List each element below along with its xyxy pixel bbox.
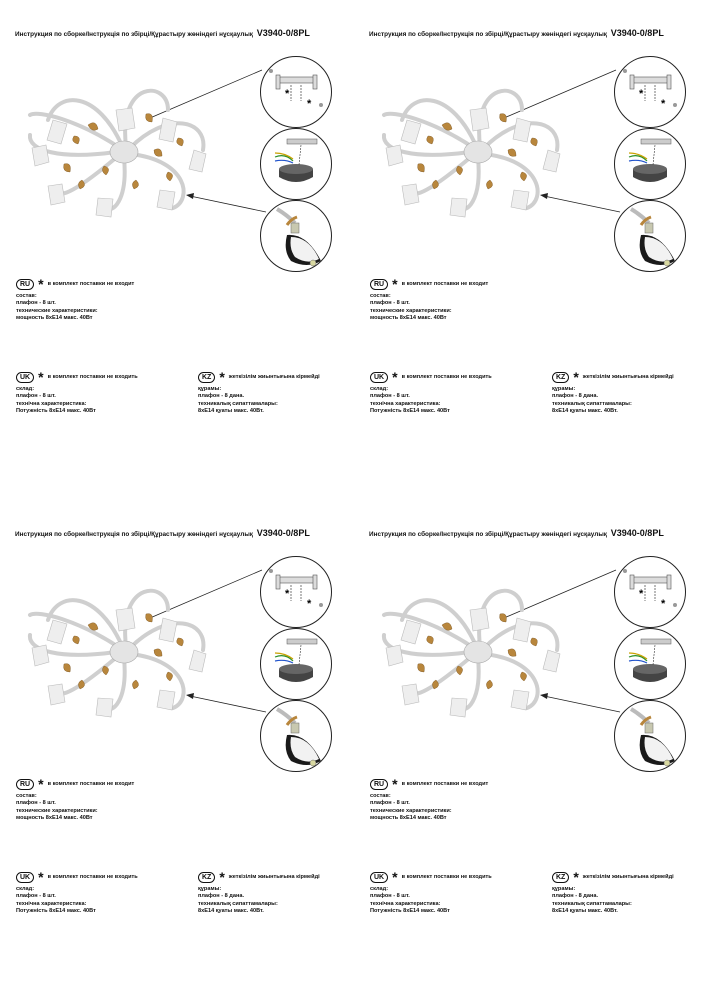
star-asterisk-icon: * [38,369,44,385]
ru-note: в комплект поставки не входит [401,280,489,287]
uk-spec-line: Потужність 8хЕ14 макс. 40Вт [16,407,96,414]
star-asterisk-icon: * [219,869,225,885]
wiring-canopy-icon [615,629,685,699]
chandelier-illustration [372,80,587,230]
uk-note: в комплект поставки не входить [401,873,492,880]
kz-spec-line: техникалық сипаттамалары: [552,900,632,907]
uk-spec-line: плафон - 8 шт. [370,893,410,900]
wiring-canopy-detail [614,128,686,200]
shade-socket-icon [261,701,331,771]
ru-badge: RU [16,779,34,790]
uk-spec-block [370,869,492,915]
shade-socket-detail [614,200,686,272]
kz-spec-line: плафон - 8 дана. [198,393,245,400]
title-text: Инструкция по сборке/Інструкція по збірці/Құрастыру жөніндегі нұсқаулық [369,531,607,538]
uk-badge: UK [370,872,388,883]
chandelier-illustration [18,580,233,730]
title-text: Инструкция по сборке/Інструкція по збірці/Құрастыру жөніндегі нұсқаулық [15,31,253,38]
star-asterisk-icon: * [38,869,44,885]
shade-socket-icon [615,201,685,271]
uk-spec-line: плафон - 8 шт. [16,393,56,400]
wiring-canopy-detail [260,128,332,200]
kz-note: жеткізілім жиынтығына кірмейді [582,373,674,380]
chandelier-illustration [18,80,233,230]
ru-spec-line: мощность 8хЕ14 макс. 40Вт [16,314,93,321]
ru-spec-line: технические характеристики: [370,307,452,314]
star-asterisk-icon: * [38,776,44,792]
kz-badge: KZ [552,872,569,883]
shade-socket-icon [615,701,685,771]
star-asterisk-icon: * [219,369,225,385]
ru-spec-line: плафон - 8 шт. [16,800,56,807]
uk-spec-block [370,369,492,415]
kz-spec-line: 8хЕ14 қуаты макс. 40Вт. [552,907,618,914]
kz-spec-line: құрамы: [552,886,576,892]
ru-spec-block [370,776,489,822]
kz-spec-line: құрамы: [198,386,222,392]
uk-badge: UK [16,372,34,383]
uk-spec-line: Потужність 8хЕ14 макс. 40Вт [370,407,450,414]
wiring-canopy-icon [615,129,685,199]
ru-spec-block [16,276,135,322]
svg-text:*: * [285,588,290,600]
mounting-bracket-icon [261,557,331,627]
kz-spec-block [198,869,320,915]
ru-badge: RU [370,279,388,290]
star-asterisk-icon: * [573,369,579,385]
svg-text:*: * [307,98,312,110]
kz-spec-line: 8хЕ14 қуаты макс. 40Вт. [552,407,618,414]
ru-note: в комплект поставки не входит [47,280,135,287]
chandelier-illustration [372,580,587,730]
kz-spec-line: плафон - 8 дана. [552,393,599,400]
kz-badge: KZ [552,372,569,383]
mounting-bracket-icon [615,57,685,127]
kz-note: жеткізілім жиынтығына кірмейді [228,373,320,380]
uk-spec-line: Потужність 8хЕ14 макс. 40Вт [16,907,96,914]
kz-spec-line: құрамы: [198,886,222,892]
instruction-sheet [0,0,353,500]
kz-spec-line: плафон - 8 дана. [198,893,245,900]
uk-spec-block [16,869,138,915]
ru-note: в комплект поставки не входит [47,780,135,787]
ru-note: в комплект поставки не входит [401,780,489,787]
shade-socket-detail [614,700,686,772]
kz-spec-line: 8хЕ14 қуаты макс. 40Вт. [198,907,264,914]
star-asterisk-icon: * [38,276,44,292]
ru-spec-block [16,776,135,822]
uk-spec-line: склад: [370,386,389,392]
kz-note: жеткізілім жиынтығына кірмейді [582,873,674,880]
ru-spec-line: мощность 8хЕ14 макс. 40Вт [16,814,93,821]
mounting-bracket-detail [260,56,332,128]
instruction-title [369,528,704,538]
kz-note: жеткізілім жиынтығына кірмейді [228,873,320,880]
instruction-sheet [0,500,353,1000]
shade-socket-icon [261,201,331,271]
instruction-title [369,28,704,38]
svg-text:*: * [285,88,290,100]
title-text: Инструкция по сборке/Інструкція по збірці/Құрастыру жөніндегі нұсқаулық [15,531,253,538]
shade-socket-detail [260,200,332,272]
uk-spec-line: склад: [370,886,389,892]
ru-badge: RU [370,779,388,790]
star-asterisk-icon: * [392,369,398,385]
ru-spec-line: плафон - 8 шт. [370,300,410,307]
uk-spec-line: технічна характеристика: [370,900,441,907]
uk-badge: UK [370,372,388,383]
uk-note: в комплект поставки не входить [47,373,138,380]
kz-spec-line: плафон - 8 дана. [552,893,599,900]
kz-spec-line: 8хЕ14 қуаты макс. 40Вт. [198,407,264,414]
uk-spec-block [16,369,138,415]
svg-text:*: * [307,598,312,610]
instruction-title [15,528,350,538]
uk-note: в комплект поставки не входить [401,373,492,380]
mounting-bracket-detail [614,556,686,628]
uk-spec-line: склад: [16,386,35,392]
ru-spec-line: состав: [370,293,391,299]
svg-text:*: * [639,588,644,600]
title-text: Инструкция по сборке/Інструкція по збірці/Құрастыру жөніндегі нұсқаулық [369,31,607,38]
ru-spec-line: технические характеристики: [16,307,98,314]
kz-spec-block [552,369,674,415]
wiring-canopy-detail [614,628,686,700]
uk-badge: UK [16,872,34,883]
star-asterisk-icon: * [392,276,398,292]
instruction-sheet [354,500,707,1000]
star-asterisk-icon: * [573,869,579,885]
wiring-canopy-detail [260,628,332,700]
uk-spec-line: склад: [16,886,35,892]
wiring-canopy-icon [261,129,331,199]
ru-spec-line: мощность 8хЕ14 макс. 40Вт [370,314,447,321]
wiring-canopy-icon [261,629,331,699]
ru-spec-line: состав: [370,793,391,799]
uk-spec-line: технічна характеристика: [16,900,87,907]
star-asterisk-icon: * [392,776,398,792]
ru-spec-line: технические характеристики: [16,807,98,814]
kz-badge: KZ [198,372,215,383]
mounting-bracket-detail [260,556,332,628]
kz-spec-line: техникалық сипаттамалары: [552,400,632,407]
svg-text:*: * [639,88,644,100]
uk-spec-line: плафон - 8 шт. [16,893,56,900]
kz-spec-line: техникалық сипаттамалары: [198,400,278,407]
ru-spec-line: технические характеристики: [370,807,452,814]
ru-spec-block [370,276,489,322]
model-number: V3940-0/8PL [256,528,310,538]
shade-socket-detail [260,700,332,772]
svg-text:*: * [661,98,666,110]
ru-spec-line: плафон - 8 шт. [370,800,410,807]
instruction-title [15,28,350,38]
uk-spec-line: технічна характеристика: [370,400,441,407]
svg-text:*: * [661,598,666,610]
kz-spec-line: құрамы: [552,386,576,392]
kz-spec-block [198,369,320,415]
kz-badge: KZ [198,872,215,883]
uk-spec-line: технічна характеристика: [16,400,87,407]
ru-spec-line: плафон - 8 шт. [16,300,56,307]
uk-spec-line: плафон - 8 шт. [370,393,410,400]
ru-spec-line: мощность 8хЕ14 макс. 40Вт [370,814,447,821]
mounting-bracket-detail [614,56,686,128]
uk-spec-line: Потужність 8хЕ14 макс. 40Вт [370,907,450,914]
kz-spec-line: техникалық сипаттамалары: [198,900,278,907]
instruction-sheet [354,0,707,500]
mounting-bracket-icon [261,57,331,127]
mounting-bracket-icon [615,557,685,627]
ru-spec-line: состав: [16,293,37,299]
model-number: V3940-0/8PL [256,28,310,38]
model-number: V3940-0/8PL [610,528,664,538]
ru-spec-line: состав: [16,793,37,799]
uk-note: в комплект поставки не входить [47,873,138,880]
model-number: V3940-0/8PL [610,28,664,38]
kz-spec-block [552,869,674,915]
ru-badge: RU [16,279,34,290]
star-asterisk-icon: * [392,869,398,885]
